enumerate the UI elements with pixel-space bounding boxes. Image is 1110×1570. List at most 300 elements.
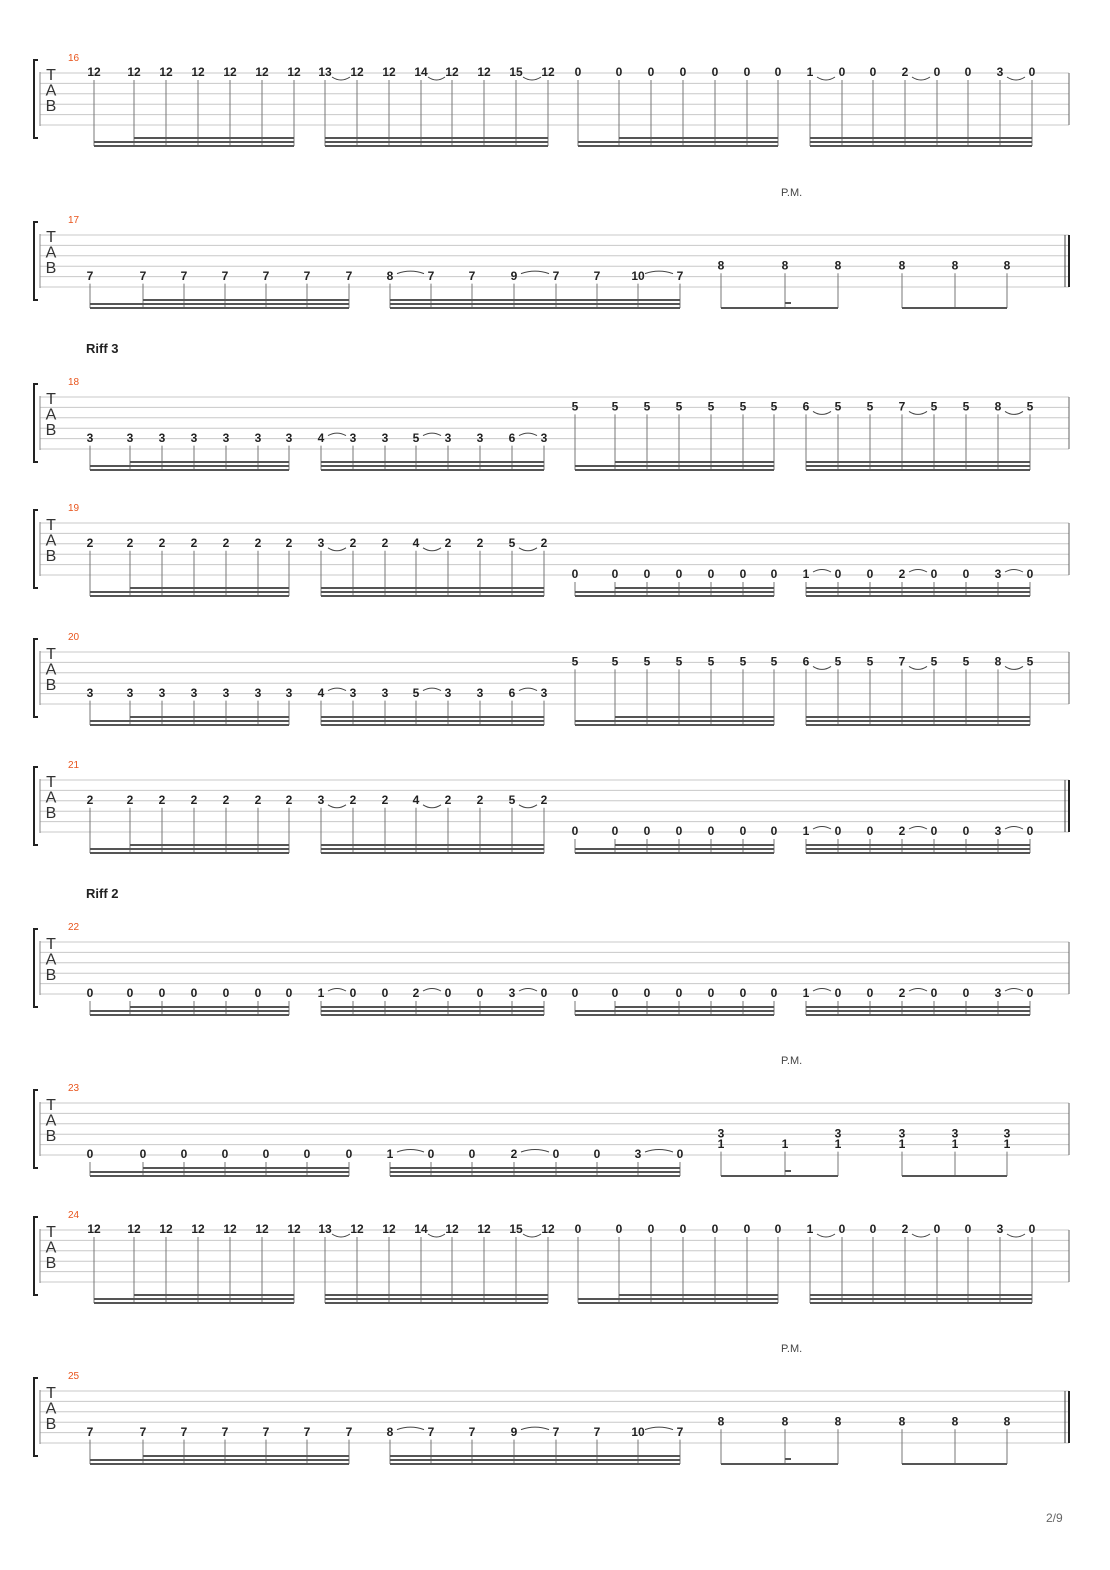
system-bracket xyxy=(34,60,38,138)
fret-number: 13 xyxy=(318,65,332,80)
slur-arc xyxy=(813,666,831,669)
fret-number: 0 xyxy=(552,1147,560,1162)
fret-number: 2 xyxy=(86,535,94,550)
slur-arc xyxy=(817,1234,835,1237)
fret-number: 0 xyxy=(647,1222,655,1237)
fret-number: 3 xyxy=(717,1126,725,1141)
fret-number: 15 xyxy=(509,1222,523,1237)
fret-number: 0 xyxy=(679,65,687,80)
measure-number: 17 xyxy=(68,215,80,226)
fret-number: 0 xyxy=(476,986,484,1001)
fret-number: 7 xyxy=(262,268,270,283)
tab-system-20 xyxy=(34,632,1069,725)
fret-number: 5 xyxy=(508,792,516,807)
fret-number: 0 xyxy=(349,986,357,1001)
fret-number: 3 xyxy=(540,430,548,445)
tab-clef-letter: B xyxy=(45,677,57,695)
fret-number: 3 xyxy=(222,430,230,445)
slur-arc xyxy=(1005,666,1023,669)
fret-number: 0 xyxy=(615,1222,623,1237)
fret-number: 3 xyxy=(381,430,389,445)
fret-number: 4 xyxy=(412,535,420,550)
fret-number: 6 xyxy=(802,399,810,414)
fret-number: 3 xyxy=(86,685,94,700)
tab-clef-letter: A xyxy=(45,1112,57,1130)
fret-number: 0 xyxy=(930,567,938,582)
fret-number: 7 xyxy=(139,1424,147,1439)
fret-number: 0 xyxy=(262,1147,270,1162)
fret-number: 3 xyxy=(476,685,484,700)
tie-arc xyxy=(397,1150,424,1153)
fret-number: 9 xyxy=(510,1424,518,1439)
fret-number: 2 xyxy=(222,792,230,807)
page-number: 2/9 xyxy=(1046,1511,1063,1525)
fret-number: 8 xyxy=(717,1414,725,1429)
fret-number: 5 xyxy=(1026,399,1034,414)
fret-number: 15 xyxy=(509,65,523,80)
fret-number: 0 xyxy=(770,986,778,1001)
slur-arc xyxy=(328,805,346,808)
fret-number: 12 xyxy=(159,65,173,80)
fret-number: 6 xyxy=(802,654,810,669)
tab-system-17 xyxy=(34,187,1069,308)
fret-number: 0 xyxy=(707,567,715,582)
fret-number: 8 xyxy=(781,1414,789,1429)
fret-number: 0 xyxy=(962,986,970,1001)
tab-clef-letter: B xyxy=(45,1128,57,1146)
system-bracket xyxy=(34,639,38,717)
slur-arc xyxy=(519,805,537,808)
fret-number: 2 xyxy=(444,535,452,550)
fret-number: 0 xyxy=(962,824,970,839)
fret-number: 4 xyxy=(317,430,325,445)
beat-group xyxy=(803,567,1034,596)
fret-number: 7 xyxy=(180,1424,188,1439)
beat-group xyxy=(318,431,548,470)
slur-arc xyxy=(912,1234,930,1237)
measure-number: 20 xyxy=(68,632,80,643)
fret-number: 7 xyxy=(676,268,684,283)
fret-number: 7 xyxy=(303,268,311,283)
tab-clef-letter: B xyxy=(45,1255,57,1273)
tie-arc xyxy=(645,271,673,274)
fret-number: 5 xyxy=(930,399,938,414)
tab-system-18 xyxy=(34,341,1069,470)
fret-number: 2 xyxy=(349,535,357,550)
fret-number: 0 xyxy=(834,824,842,839)
slur-arc xyxy=(328,548,346,551)
slur-arc xyxy=(817,77,835,80)
fret-number: 8 xyxy=(386,1424,394,1439)
beat-group xyxy=(572,655,778,725)
fret-number: 0 xyxy=(303,1147,311,1162)
fret-number: 0 xyxy=(866,567,874,582)
fret-number: 7 xyxy=(898,399,906,414)
beat-group xyxy=(803,400,1034,470)
beat-group xyxy=(387,269,684,308)
fret-number: 12 xyxy=(287,1222,301,1237)
fret-number: 0 xyxy=(126,986,134,1001)
system-bracket xyxy=(34,1378,38,1456)
fret-number: 3 xyxy=(634,1147,642,1162)
fret-number: 0 xyxy=(643,824,651,839)
fret-number: 8 xyxy=(781,258,789,273)
fret-number: 3 xyxy=(126,430,134,445)
fret-number: 0 xyxy=(774,1222,782,1237)
fret-number: 12 xyxy=(382,1222,396,1237)
fret-number: 0 xyxy=(158,986,166,1001)
fret-number: 12 xyxy=(445,65,459,80)
fret-number: 3 xyxy=(254,685,262,700)
fret-number: 0 xyxy=(930,824,938,839)
fret-number: 5 xyxy=(962,654,970,669)
fret-number: 3 xyxy=(126,685,134,700)
fret-number: 3 xyxy=(158,685,166,700)
tie-arc xyxy=(1005,570,1023,573)
fret-number: 0 xyxy=(679,1222,687,1237)
beat-group xyxy=(318,793,548,853)
fret-number: 3 xyxy=(317,535,325,550)
tab-clef-letter: B xyxy=(45,548,57,566)
tie-arc xyxy=(521,1427,549,1430)
fret-number: 0 xyxy=(866,824,874,839)
fret-number: 7 xyxy=(552,268,560,283)
beat-group xyxy=(87,1147,353,1176)
slur-arc xyxy=(519,548,537,551)
fret-number: 0 xyxy=(571,986,579,1001)
fret-number: 2 xyxy=(190,792,198,807)
system-bracket xyxy=(34,1090,38,1168)
tie-arc xyxy=(1005,989,1023,992)
fret-number: 5 xyxy=(611,654,619,669)
tab-clef-letter: A xyxy=(45,951,57,969)
fret-number: 4 xyxy=(412,792,420,807)
measure-number: 22 xyxy=(68,922,80,933)
fret-number: 3 xyxy=(834,1126,842,1141)
fret-number: 0 xyxy=(574,65,582,80)
fret-number: 0 xyxy=(930,986,938,1001)
fret-number: 12 xyxy=(445,1222,459,1237)
tie-arc xyxy=(813,570,831,573)
fret-number: 0 xyxy=(139,1147,147,1162)
fret-number: 0 xyxy=(739,824,747,839)
fret-number: 5 xyxy=(643,654,651,669)
tab-clef-letter: T xyxy=(46,391,56,409)
fret-number: 0 xyxy=(86,986,94,1001)
fret-number: 1 xyxy=(802,567,810,582)
tab-system-19 xyxy=(34,503,1069,596)
fret-number: 0 xyxy=(675,824,683,839)
tab-clef-letter: T xyxy=(46,1224,56,1242)
fret-number: 0 xyxy=(964,65,972,80)
slur-arc xyxy=(813,411,831,414)
fret-number: 0 xyxy=(86,1147,94,1162)
fret-number: 12 xyxy=(477,65,491,80)
fret-number: 0 xyxy=(540,986,548,1001)
fret-number: 0 xyxy=(221,1147,229,1162)
slur-arc xyxy=(909,666,927,669)
beat-group xyxy=(575,65,782,146)
fret-number: 2 xyxy=(412,986,420,1001)
tie-arc xyxy=(423,989,441,992)
slur-arc xyxy=(332,1234,350,1237)
system-bracket xyxy=(34,510,38,588)
tab-system-23 xyxy=(34,1055,1069,1176)
fret-number: 3 xyxy=(285,430,293,445)
fret-number: 0 xyxy=(611,824,619,839)
fret-number: 5 xyxy=(643,399,651,414)
fret-number: 0 xyxy=(285,986,293,1001)
fret-number: 3 xyxy=(349,430,357,445)
fret-number: 1 xyxy=(806,1222,814,1237)
fret-number: 0 xyxy=(180,1147,188,1162)
fret-number: 7 xyxy=(345,1424,353,1439)
fret-number: 3 xyxy=(996,65,1004,80)
fret-number: 9 xyxy=(510,268,518,283)
fret-number: 2 xyxy=(898,567,906,582)
fret-number: 0 xyxy=(711,65,719,80)
fret-number: 3 xyxy=(996,1222,1004,1237)
fret-number: 5 xyxy=(571,399,579,414)
slur-arc xyxy=(423,805,441,808)
fret-number: 0 xyxy=(838,65,846,80)
beat-group xyxy=(318,986,548,1015)
fret-number: 0 xyxy=(615,65,623,80)
system-bracket xyxy=(34,1217,38,1295)
fret-number: 12 xyxy=(350,65,364,80)
measure-number: 16 xyxy=(68,53,80,64)
tab-clef-letter: A xyxy=(45,1400,57,1418)
fret-number: 0 xyxy=(611,567,619,582)
measure-number: 24 xyxy=(68,1210,80,1221)
fret-number: 12 xyxy=(255,1222,269,1237)
fret-number: 5 xyxy=(1026,654,1034,669)
slur-arc xyxy=(912,77,930,80)
fret-number: 3 xyxy=(476,430,484,445)
tab-system-16 xyxy=(34,53,1069,146)
fret-number: 2 xyxy=(510,1147,518,1162)
fret-number: 2 xyxy=(254,535,262,550)
beat-group xyxy=(87,431,293,470)
fret-number: 7 xyxy=(468,268,476,283)
tie-arc xyxy=(397,1427,424,1430)
fret-number: 3 xyxy=(508,986,516,1001)
measure-number: 23 xyxy=(68,1083,80,1094)
fret-number: 5 xyxy=(834,399,842,414)
tie-arc xyxy=(328,989,346,992)
fret-number: 0 xyxy=(643,986,651,1001)
beat-group xyxy=(803,986,1034,1015)
tab-clef-letter: T xyxy=(46,774,56,792)
fret-number: 6 xyxy=(508,430,516,445)
beat-group xyxy=(318,65,555,146)
fret-number: 0 xyxy=(676,1147,684,1162)
fret-number: 1 xyxy=(951,1136,959,1151)
fret-number: 12 xyxy=(541,1222,555,1237)
fret-number: 7 xyxy=(221,268,229,283)
fret-number: 5 xyxy=(962,399,970,414)
measure-number: 19 xyxy=(68,503,80,514)
fret-number: 3 xyxy=(994,986,1002,1001)
fret-number: 7 xyxy=(468,1424,476,1439)
fret-number: 5 xyxy=(571,654,579,669)
fret-number: 3 xyxy=(951,1126,959,1141)
measure-number: 25 xyxy=(68,1371,80,1382)
tab-system-24 xyxy=(34,1210,1069,1303)
fret-number: 2 xyxy=(126,535,134,550)
palm-mute-marker: P.M. xyxy=(781,1343,803,1355)
fret-number: 3 xyxy=(222,685,230,700)
tie-arc xyxy=(519,688,537,691)
fret-number: 12 xyxy=(223,65,237,80)
fret-number: 5 xyxy=(739,399,747,414)
fret-number: 3 xyxy=(285,685,293,700)
fret-number: 3 xyxy=(349,685,357,700)
fret-number: 0 xyxy=(1028,1222,1036,1237)
fret-number: 8 xyxy=(386,268,394,283)
fret-number: 0 xyxy=(834,986,842,1001)
tab-clef-letter: B xyxy=(45,1416,57,1434)
fret-number: 0 xyxy=(739,567,747,582)
fret-number: 2 xyxy=(158,535,166,550)
fret-number: 0 xyxy=(427,1147,435,1162)
tab-clef-letter: T xyxy=(46,1097,56,1115)
tie-arc xyxy=(645,1150,673,1153)
fret-number: 3 xyxy=(190,685,198,700)
fret-number: 5 xyxy=(770,654,778,669)
tie-arc xyxy=(519,989,537,992)
tab-clef-letter: B xyxy=(45,260,57,278)
system-bracket xyxy=(34,222,38,300)
fret-number: 0 xyxy=(707,986,715,1001)
tab-system-22 xyxy=(34,886,1069,1015)
tie-arc xyxy=(909,827,927,830)
fret-number: 8 xyxy=(834,258,842,273)
fret-number: 0 xyxy=(770,824,778,839)
fret-number: 0 xyxy=(222,986,230,1001)
tie-arc xyxy=(519,433,537,436)
fret-number: 3 xyxy=(317,792,325,807)
beat-group xyxy=(807,65,1036,146)
fret-number: 0 xyxy=(1026,824,1034,839)
fret-number: 0 xyxy=(962,567,970,582)
tab-clef-letter: B xyxy=(45,422,57,440)
fret-number: 0 xyxy=(933,1222,941,1237)
fret-number: 5 xyxy=(866,399,874,414)
slur-arc xyxy=(423,548,441,551)
fret-number: 0 xyxy=(574,1222,582,1237)
beat-group xyxy=(87,65,301,146)
fret-number: 0 xyxy=(770,567,778,582)
fret-number: 0 xyxy=(743,1222,751,1237)
fret-number: 8 xyxy=(1003,1414,1011,1429)
tab-clef-letter: T xyxy=(46,646,56,664)
tie-arc xyxy=(1005,827,1023,830)
tie-arc xyxy=(909,570,927,573)
fret-number: 3 xyxy=(994,824,1002,839)
fret-number: 2 xyxy=(285,535,293,550)
fret-number: 7 xyxy=(86,268,94,283)
fret-number: 0 xyxy=(838,1222,846,1237)
fret-number: 3 xyxy=(254,430,262,445)
slur-arc xyxy=(428,1234,445,1237)
tie-arc xyxy=(328,433,346,436)
beat-group xyxy=(318,536,548,596)
fret-number: 2 xyxy=(540,535,548,550)
beat-group xyxy=(318,1222,555,1303)
fret-number: 7 xyxy=(552,1424,560,1439)
beat-group xyxy=(87,1222,301,1303)
fret-number: 2 xyxy=(476,535,484,550)
measure-number: 18 xyxy=(68,377,80,388)
fret-number: 0 xyxy=(675,986,683,1001)
beat-group xyxy=(803,824,1034,853)
fret-number: 5 xyxy=(412,430,420,445)
fret-number: 3 xyxy=(444,430,452,445)
tie-arc xyxy=(397,271,424,274)
fret-number: 2 xyxy=(476,792,484,807)
fret-number: 0 xyxy=(711,1222,719,1237)
fret-number: 8 xyxy=(951,1414,959,1429)
fret-number: 0 xyxy=(468,1147,476,1162)
beat-group xyxy=(803,655,1034,725)
tie-arc xyxy=(328,688,346,691)
tab-clef-letter: A xyxy=(45,532,57,550)
fret-number: 7 xyxy=(427,268,435,283)
tab-clef-letter: T xyxy=(46,1385,56,1403)
beat-group xyxy=(87,1425,353,1464)
fret-number: 1 xyxy=(834,1136,842,1151)
tie-arc xyxy=(909,989,927,992)
fret-number: 3 xyxy=(158,430,166,445)
fret-number: 0 xyxy=(571,824,579,839)
fret-number: 13 xyxy=(318,1222,332,1237)
fret-number: 12 xyxy=(127,65,141,80)
slur-arc xyxy=(1005,411,1023,414)
fret-number: 2 xyxy=(285,792,293,807)
section-label: Riff 2 xyxy=(86,886,119,901)
fret-number: 1 xyxy=(317,986,325,1001)
beat-group xyxy=(572,567,778,596)
fret-number: 12 xyxy=(350,1222,364,1237)
fret-number: 0 xyxy=(1028,65,1036,80)
fret-number: 12 xyxy=(541,65,555,80)
fret-number: 0 xyxy=(593,1147,601,1162)
fret-number: 3 xyxy=(540,685,548,700)
fret-number: 7 xyxy=(180,268,188,283)
fret-number: 12 xyxy=(191,65,205,80)
beat-group xyxy=(87,986,293,1015)
fret-number: 2 xyxy=(158,792,166,807)
beat-group xyxy=(387,1425,684,1464)
fret-number: 5 xyxy=(675,399,683,414)
slur-arc xyxy=(523,1234,541,1237)
fret-number: 8 xyxy=(834,1414,842,1429)
fret-number: 0 xyxy=(866,986,874,1001)
beat-group xyxy=(87,686,293,725)
fret-number: 0 xyxy=(643,567,651,582)
fret-number: 8 xyxy=(994,399,1002,414)
fret-number: 2 xyxy=(254,792,262,807)
fret-number: 14 xyxy=(414,65,428,80)
fret-number: 0 xyxy=(345,1147,353,1162)
tab-clef-letter: T xyxy=(46,936,56,954)
fret-number: 0 xyxy=(1026,986,1034,1001)
tie-arc xyxy=(645,1427,673,1430)
fret-number: 7 xyxy=(593,268,601,283)
fret-number: 7 xyxy=(345,268,353,283)
tab-clef-letter: B xyxy=(45,98,57,116)
